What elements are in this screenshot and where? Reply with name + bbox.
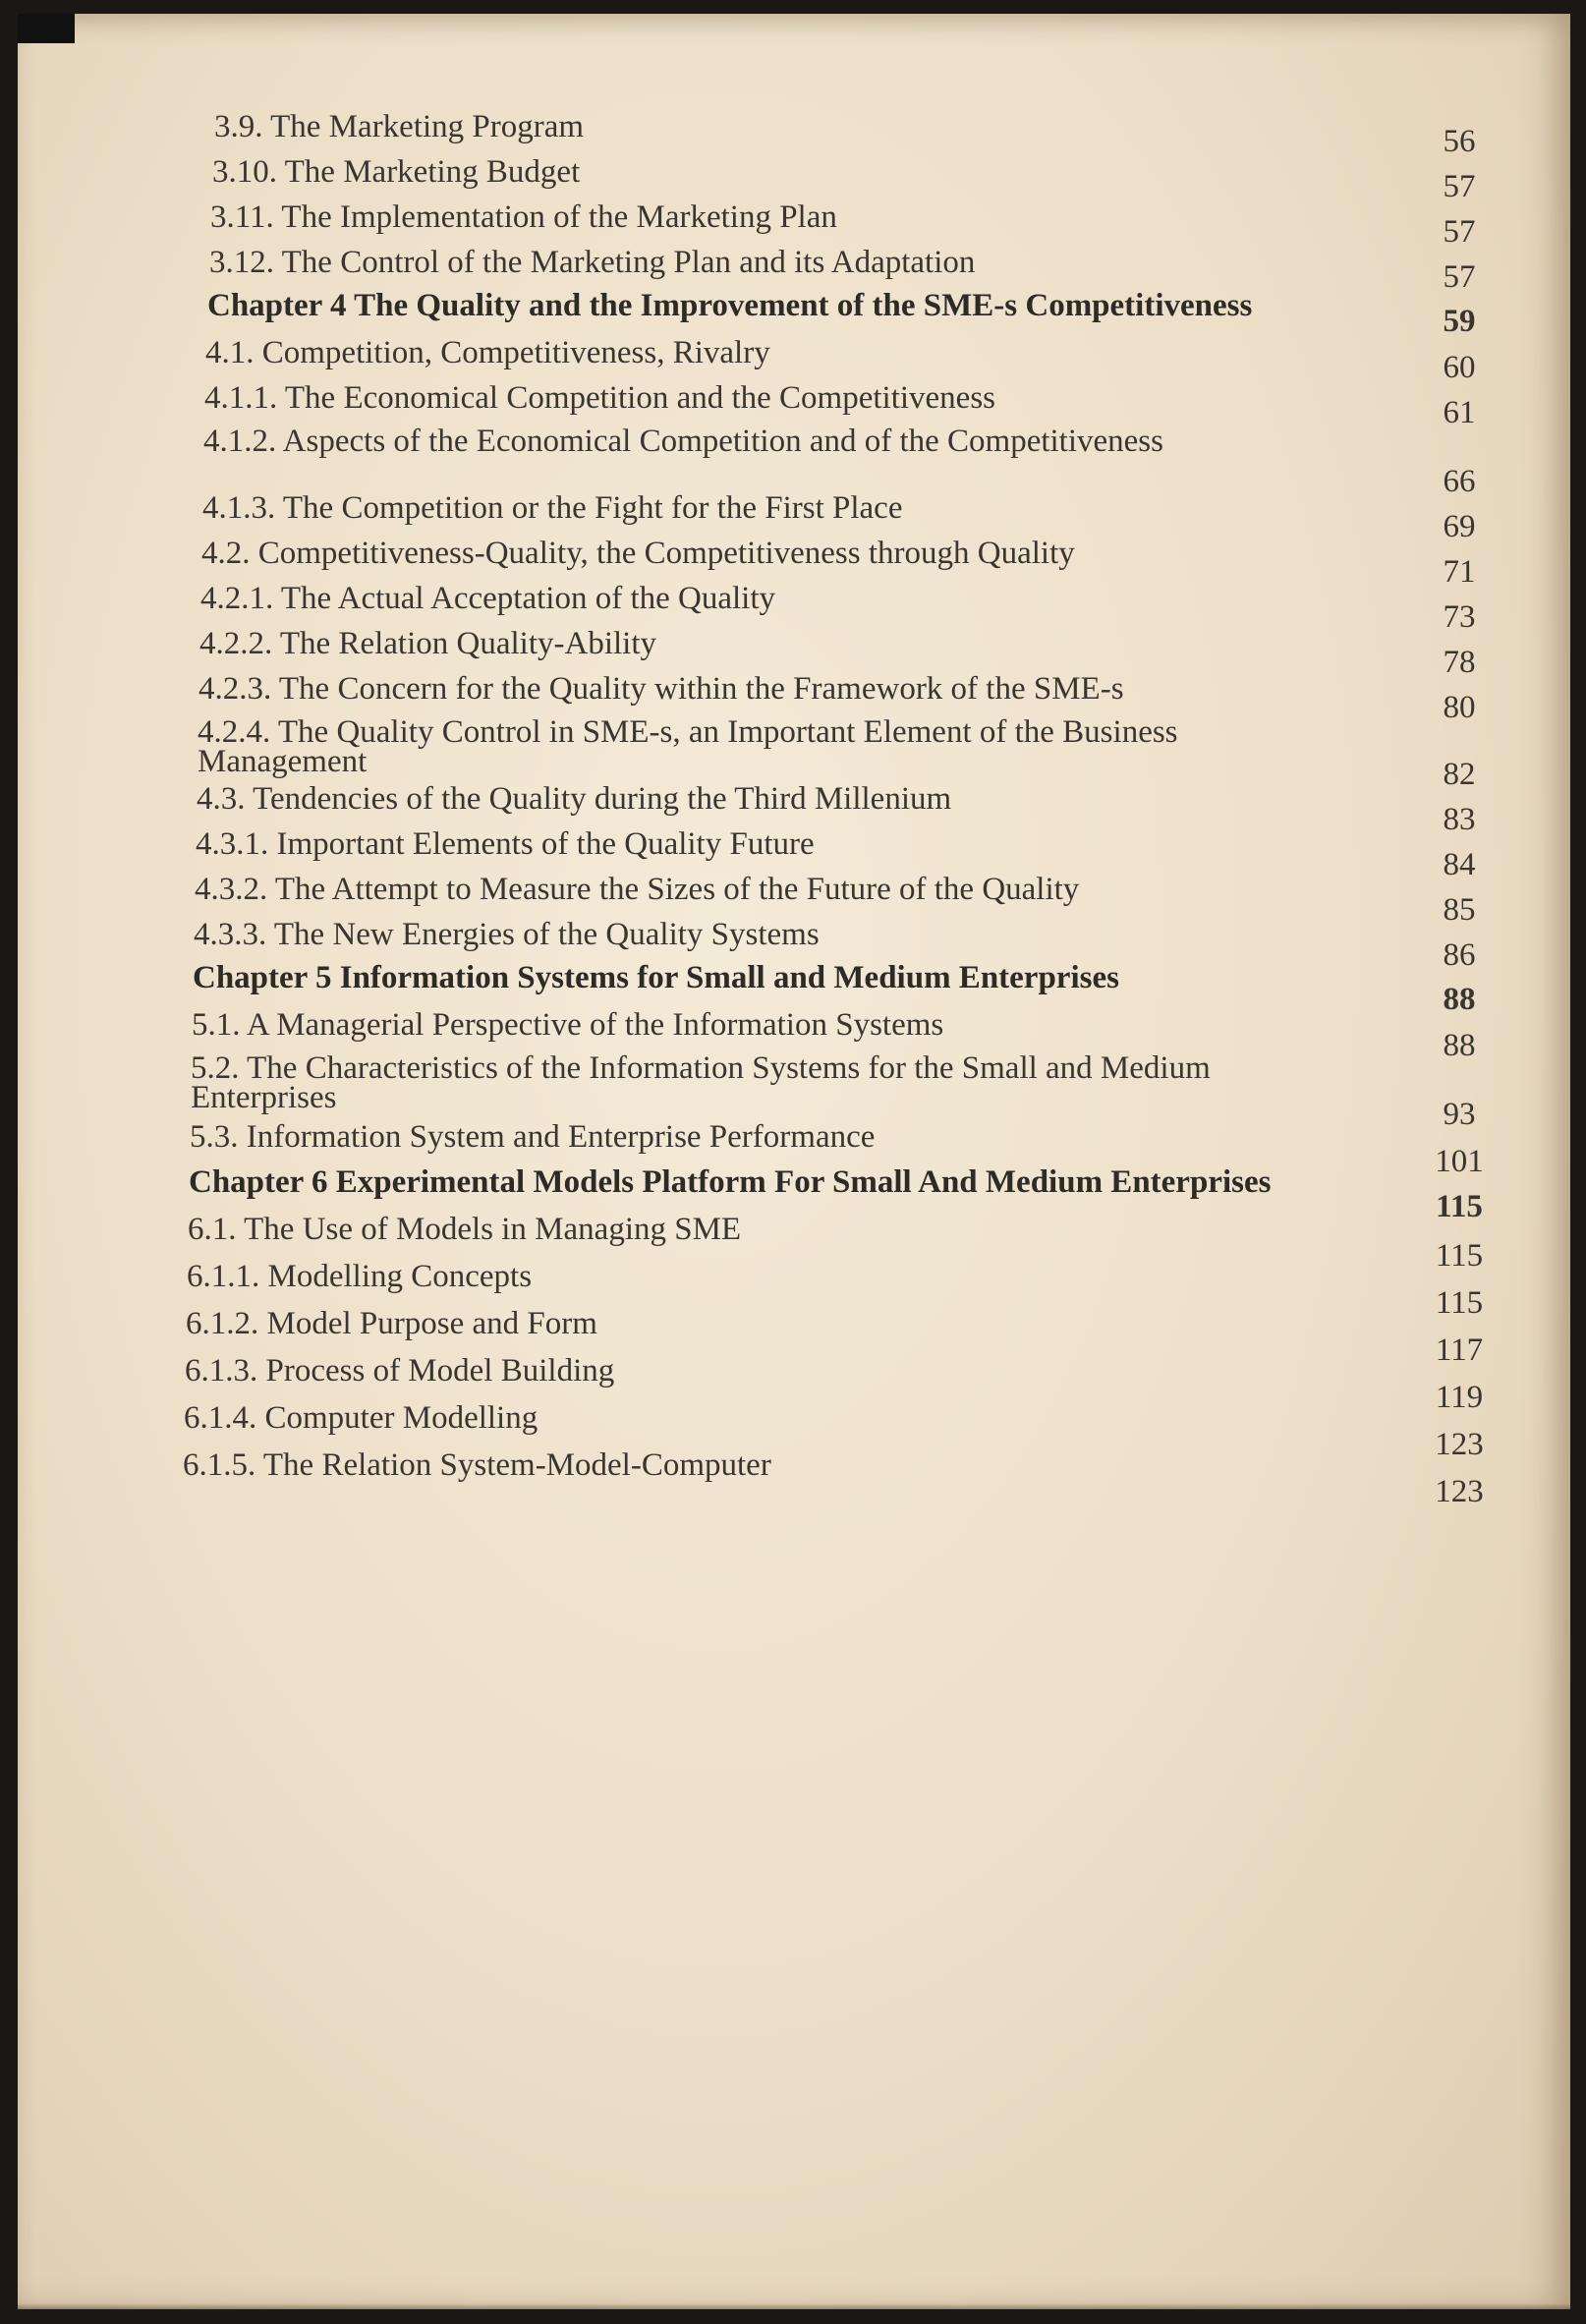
toc-page-number: 119: [1435, 1380, 1484, 1415]
toc-entry-title: 6.1.2. Model Purpose and Form: [186, 1306, 597, 1341]
toc-entry-title: Chapter 4 The Quality and the Improvement of the SME-s Competitiveness: [207, 288, 1253, 323]
toc-page-number: 88: [1443, 1028, 1476, 1063]
toc-entry-title: 4.1.1. The Economical Competition and the Competitiveness: [204, 380, 996, 416]
toc-page-number: 73: [1443, 599, 1476, 635]
toc-page-number: 93: [1443, 1097, 1476, 1132]
toc-page-number: 115: [1435, 1285, 1484, 1321]
toc-entry-title: 5.3. Information System and Enterprise Performance: [190, 1119, 876, 1155]
toc-entry-title: 5.2. The Characteristics of the Information Systems for the Small and Medium Enterprises: [191, 1050, 1211, 1115]
toc-entry-title: 4.2. Competitiveness-Quality, the Competitiveness through Quality: [201, 536, 1075, 571]
toc-page-number: 59: [1443, 304, 1476, 339]
toc-page-number: 57: [1443, 214, 1476, 250]
toc-entry-title: 4.2.4. The Quality Control in SME-s, an Important Element of the Business Management: [198, 714, 1178, 779]
toc-page-number: 66: [1443, 464, 1476, 499]
toc-page-number: 88: [1443, 982, 1476, 1017]
toc-page-number: 123: [1435, 1427, 1484, 1462]
toc-page-number: 82: [1443, 757, 1476, 792]
toc-page-number: 80: [1443, 690, 1476, 725]
toc-entry-title: 6.1.4. Computer Modelling: [184, 1400, 538, 1436]
book-page: [18, 14, 1570, 2309]
toc-entry-title: 6.1.3. Process of Model Building: [185, 1353, 615, 1389]
toc-page-number: 69: [1443, 509, 1476, 544]
toc-page-number: 83: [1443, 802, 1476, 837]
toc-page-number: 61: [1443, 395, 1476, 430]
toc-page-number: 123: [1435, 1474, 1484, 1509]
toc-entry-title: 5.1. A Managerial Perspective of the Information Systems: [192, 1007, 944, 1043]
toc-entry-title: Chapter 6 Experimental Models Platform For Small And Medium Enterprises: [189, 1164, 1272, 1200]
toc-page-number: 78: [1443, 645, 1476, 680]
toc-page-number: 84: [1443, 847, 1476, 882]
toc-entry-title: 3.10. The Marketing Budget: [212, 154, 581, 190]
toc-page-number: 57: [1443, 169, 1476, 204]
toc-entry-title: 3.9. The Marketing Program: [214, 109, 585, 144]
toc-page-number: 117: [1435, 1332, 1484, 1368]
toc-page-number: 115: [1435, 1238, 1484, 1274]
toc-page-number: 85: [1443, 892, 1476, 928]
toc-entry-title: Chapter 5 Information Systems for Small and Medium Enterprises: [193, 960, 1119, 995]
toc-page-number: 86: [1443, 937, 1476, 973]
toc-entry-title: 4.3.3. The New Energies of the Quality Systems: [194, 917, 820, 952]
toc-page-number: 57: [1443, 259, 1476, 295]
toc-entry-title: 4.3. Tendencies of the Quality during the Third Millenium: [197, 781, 952, 817]
toc-entry-title: 4.3.1. Important Elements of the Quality Future: [196, 826, 815, 862]
toc-entry-title: 6.1. The Use of Models in Managing SME: [188, 1212, 742, 1247]
toc-page-number: 101: [1435, 1144, 1484, 1179]
toc-entry-title: 4.1.2. Aspects of the Economical Competition and of the Competitiveness: [203, 424, 1163, 459]
toc-entry-title: 4.1.3. The Competition or the Fight for the First Place: [202, 490, 903, 526]
toc-entry-title: 3.11. The Implementation of the Marketing Plan: [210, 199, 837, 235]
toc-entry-title: 4.2.1. The Actual Acceptation of the Quality: [200, 581, 775, 616]
toc-entry-title: 3.12. The Control of the Marketing Plan and its Adaptation: [209, 245, 976, 280]
toc-entry-title: 4.2.2. The Relation Quality-Ability: [199, 626, 656, 661]
toc-page-number: 60: [1443, 350, 1476, 385]
toc-entry-title: 4.3.2. The Attempt to Measure the Sizes of the Future of the Quality: [195, 872, 1080, 907]
toc-page-number: 56: [1443, 124, 1476, 159]
table-of-contents: [18, 14, 1570, 2309]
toc-entry-title: 6.1.1. Modelling Concepts: [187, 1259, 533, 1294]
toc-entry-title: 4.2.3. The Concern for the Quality within the Framework of the SME-s: [198, 671, 1124, 707]
toc-entry-title: 4.1. Competition, Competitiveness, Rivalry: [205, 335, 770, 370]
toc-page-number: 71: [1443, 554, 1476, 590]
toc-page-number: 115: [1436, 1189, 1483, 1224]
toc-entry-title: 6.1.5. The Relation System-Model-Computer: [183, 1447, 771, 1483]
page-bottom-edge: [18, 2303, 1570, 2309]
